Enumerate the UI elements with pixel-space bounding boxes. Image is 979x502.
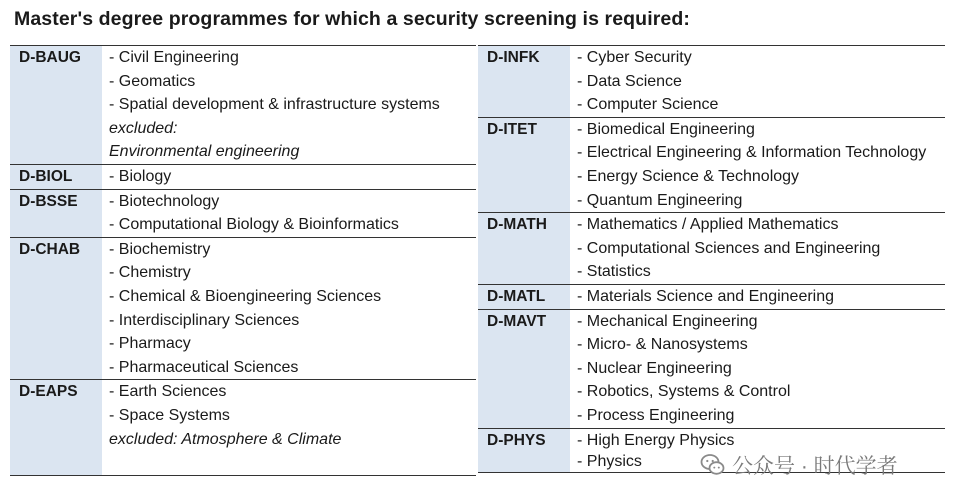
department-code: D-MATL [478,285,570,309]
department-group [10,165,476,190]
programme-item: - Mechanical Engineering [577,312,758,330]
programme-item: - Computational Biology & Bioinformatics [109,216,399,234]
programme-item: - Chemistry [109,264,191,282]
programme-list [102,190,476,237]
programme-list [570,285,945,309]
programme-item: - Micro- & Nanosystems [577,336,748,354]
department-group [10,46,476,165]
exclusion-note: excluded: [109,119,178,137]
department-code: D-MAVT [478,310,570,428]
programme-item: - Process Engineering [577,406,735,424]
programme-item: - Computational Sciences and Engineering [577,239,881,257]
programme-item: - Civil Engineering [109,49,239,66]
department-code: D-PHYS [478,429,570,473]
programme-list [570,118,945,212]
programme-item: - Electrical Engineering & Information Technology [577,144,927,162]
programme-item: - Pharmacy [109,335,191,353]
department-group [478,213,945,285]
department-code: D-BIOL [10,165,102,189]
programme-item: - Cyber Security [577,49,692,66]
department-code: D-BAUG [10,46,102,164]
programme-list [102,46,476,164]
programme-item: - Geomatics [109,72,196,90]
department-code: D-MATH [478,213,570,284]
programme-item: - Data Science [577,72,682,90]
department-group [478,310,945,429]
watermark-text: 公众号 · 时代学者 [732,455,898,478]
programme-item: - Pharmaceutical Sciences [109,358,299,376]
programme-item: - Earth Sciences [109,383,227,401]
programme-item: - Space Systems [109,406,230,424]
programme-item: - Statistics [577,263,651,281]
page-title: Master's degree programmes for which a security screening is required: [14,8,690,30]
programme-item: - Mathematics / Applied Mathematics [577,216,839,234]
department-group [10,380,476,475]
department-group [478,118,945,213]
exclusion-note: Environmental engineering [109,143,300,161]
left-groups [10,46,476,476]
programme-list [102,165,476,189]
programme-item: - Robotics, Systems & Control [577,383,791,401]
department-group [478,46,945,118]
programme-list [102,238,476,380]
department-group [10,190,476,238]
programme-list [570,46,945,117]
programme-item: - Biomedical Engineering [577,120,755,138]
programme-item: - Computer Science [577,96,719,114]
department-group [478,285,945,310]
programme-list [102,380,476,474]
programme-item [109,451,476,475]
programme-item: - Biochemistry [109,240,211,258]
department-code: D-INFK [478,46,570,117]
wechat-icon [700,452,726,478]
programme-item: - Interdisciplinary Sciences [109,311,300,329]
programme-item: - Biology [109,167,172,185]
programme-item: - Energy Science & Technology [577,167,800,185]
exclusion-note: excluded: Atmosphere & Climate [109,430,342,448]
programme-item: - Spatial development & infrastructure systems [109,96,440,114]
department-code: D-CHAB [10,238,102,380]
department-code: D-ITET [478,118,570,212]
department-code: D-EAPS [10,380,102,474]
programme-item: - Physics [577,453,642,471]
programme-item: - Materials Science and Engineering [577,287,835,305]
programme-item: - High Energy Physics [577,431,735,449]
programme-item: - Quantum Engineering [577,191,743,209]
department-group [10,238,476,381]
right-column [478,45,945,473]
watermark [700,450,898,480]
programme-item: - Nuclear Engineering [577,359,732,377]
left-column [10,45,476,476]
department-code: D-BSSE [10,190,102,237]
programme-item: - Chemical & Bioengineering Sciences [109,287,382,305]
programme-item: - Biotechnology [109,192,220,210]
programme-list [570,310,945,428]
programme-list [570,213,945,284]
right-groups [478,46,945,473]
